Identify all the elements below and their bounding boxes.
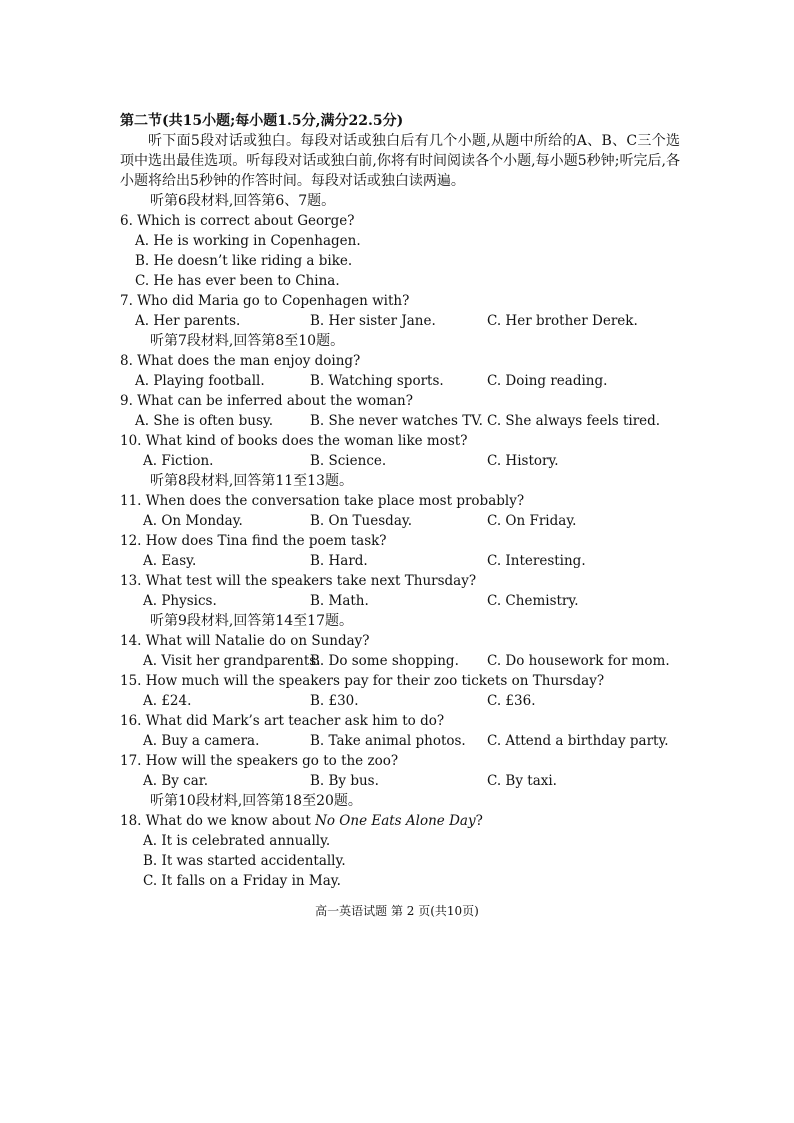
- page-footer: 高一英语试题 第 2 页(共10页): [315, 904, 479, 918]
- options-row: [120, 591, 680, 611]
- option-b: B. It was started accidentally.: [143, 853, 346, 869]
- event-title: No One Eats Alone Day: [315, 813, 476, 829]
- option-b: B. £30.: [310, 693, 359, 709]
- question-stem: 9. What can be inferred about the woman?: [120, 393, 413, 409]
- material-instruction: 听第6段材料,回答第6、7题。: [150, 193, 336, 209]
- option-b: B. Math.: [310, 593, 369, 609]
- option-a: A. Easy.: [143, 553, 197, 569]
- question-stem: 15. How much will the speakers pay for their zoo tickets on Thursday?: [120, 673, 605, 689]
- question-stem: 6. Which is correct about George?: [120, 213, 355, 229]
- option-b: B. Her sister Jane.: [310, 313, 436, 329]
- option-c: C. It falls on a Friday in May.: [143, 873, 341, 889]
- material-instruction: 听第8段材料,回答第11至13题。: [150, 473, 353, 489]
- option-c: C. £36.: [487, 693, 536, 709]
- option-c: C. Doing reading.: [487, 373, 608, 389]
- option-c: C. By taxi.: [487, 773, 557, 789]
- option-a: A. She is often busy.: [135, 413, 274, 429]
- option-a: A. Playing football.: [135, 373, 265, 389]
- option-c: C. She always feels tired.: [487, 413, 661, 429]
- option-c: C. On Friday.: [487, 513, 577, 529]
- option-b: B. Take animal photos.: [310, 733, 466, 749]
- question-stem: 11. When does the conversation take place most probably?: [120, 493, 525, 509]
- option-a: A. Visit her grandparents.: [143, 653, 321, 669]
- option-b: B. She never watches TV.: [310, 413, 483, 429]
- question-stem: 16. What did Mark’s art teacher ask him to do?: [120, 713, 445, 729]
- question-stem: [120, 811, 680, 831]
- option-b: B. He doesn’t like riding a bike.: [135, 253, 353, 269]
- question-stem: 8. What does the man enjoy doing?: [120, 353, 361, 369]
- question-stem-suffix: ?: [475, 813, 483, 829]
- options-row: [120, 551, 680, 571]
- option-a: A. On Monday.: [143, 513, 243, 529]
- option-a: A. It is celebrated annually.: [143, 833, 331, 849]
- option-c: C. Interesting.: [487, 553, 586, 569]
- options-row: [120, 691, 680, 711]
- question-stem: 7. Who did Maria go to Copenhagen with?: [120, 293, 410, 309]
- options-row: [120, 451, 680, 471]
- option-a: A. Her parents.: [135, 313, 241, 329]
- option-a: A. Buy a camera.: [143, 733, 260, 749]
- section-instructions: 听下面5段对话或独白。每段对话或独白后有几个小题,从题中所给的A、B、C三个选项中选出最佳选项。听每段对话或独白前,你将有时间阅读各个小题,每小题5秒钟;听完后,各小题将给出5秒钟的作答时间。每段对话或独白读两遍。: [120, 133, 680, 189]
- option-a: A. By car.: [143, 773, 209, 789]
- question-stem: 14. What will Natalie do on Sunday?: [120, 633, 370, 649]
- options-row: [120, 771, 680, 791]
- option-c: C. Do housework for mom.: [487, 653, 670, 669]
- option-a: A. Fiction.: [143, 453, 214, 469]
- option-c: C. Her brother Derek.: [487, 313, 638, 329]
- option-a: A. £24.: [143, 693, 192, 709]
- options-row: [120, 511, 680, 531]
- option-c: C. He has ever been to China.: [135, 273, 340, 289]
- material-instruction: 听第9段材料,回答第14至17题。: [150, 613, 353, 629]
- question-stem-prefix: 18. What do we know about: [120, 813, 316, 829]
- listening-section: [120, 111, 680, 891]
- options-row: [120, 411, 680, 431]
- option-b: B. Science.: [310, 453, 387, 469]
- options-row: [120, 371, 680, 391]
- option-b: B. Hard.: [310, 553, 368, 569]
- options-row: [120, 651, 680, 671]
- material-instruction: 听第10段材料,回答第18至20题。: [150, 793, 362, 809]
- section-title: 第二节(共15小题;每小题1.5分,满分22.5分): [120, 113, 404, 129]
- option-b: B. On Tuesday.: [310, 513, 412, 529]
- question-stem: 17. How will the speakers go to the zoo?: [120, 753, 399, 769]
- option-c: C. History.: [487, 453, 559, 469]
- question-stem: 12. How does Tina find the poem task?: [120, 533, 387, 549]
- option-c: C. Attend a birthday party.: [487, 733, 669, 749]
- options-row: [120, 311, 680, 331]
- option-a: A. He is working in Copenhagen.: [135, 233, 361, 249]
- question-stem: 13. What test will the speakers take next Thursday?: [120, 573, 477, 589]
- question-stem: 10. What kind of books does the woman like most?: [120, 433, 468, 449]
- option-b: B. By bus.: [310, 773, 379, 789]
- options-row: [120, 731, 680, 751]
- option-b: B. Watching sports.: [310, 373, 444, 389]
- material-instruction: 听第7段材料,回答第8至10题。: [150, 333, 345, 349]
- option-a: A. Physics.: [143, 593, 217, 609]
- option-b: B. Do some shopping.: [310, 653, 459, 669]
- option-c: C. Chemistry.: [487, 593, 579, 609]
